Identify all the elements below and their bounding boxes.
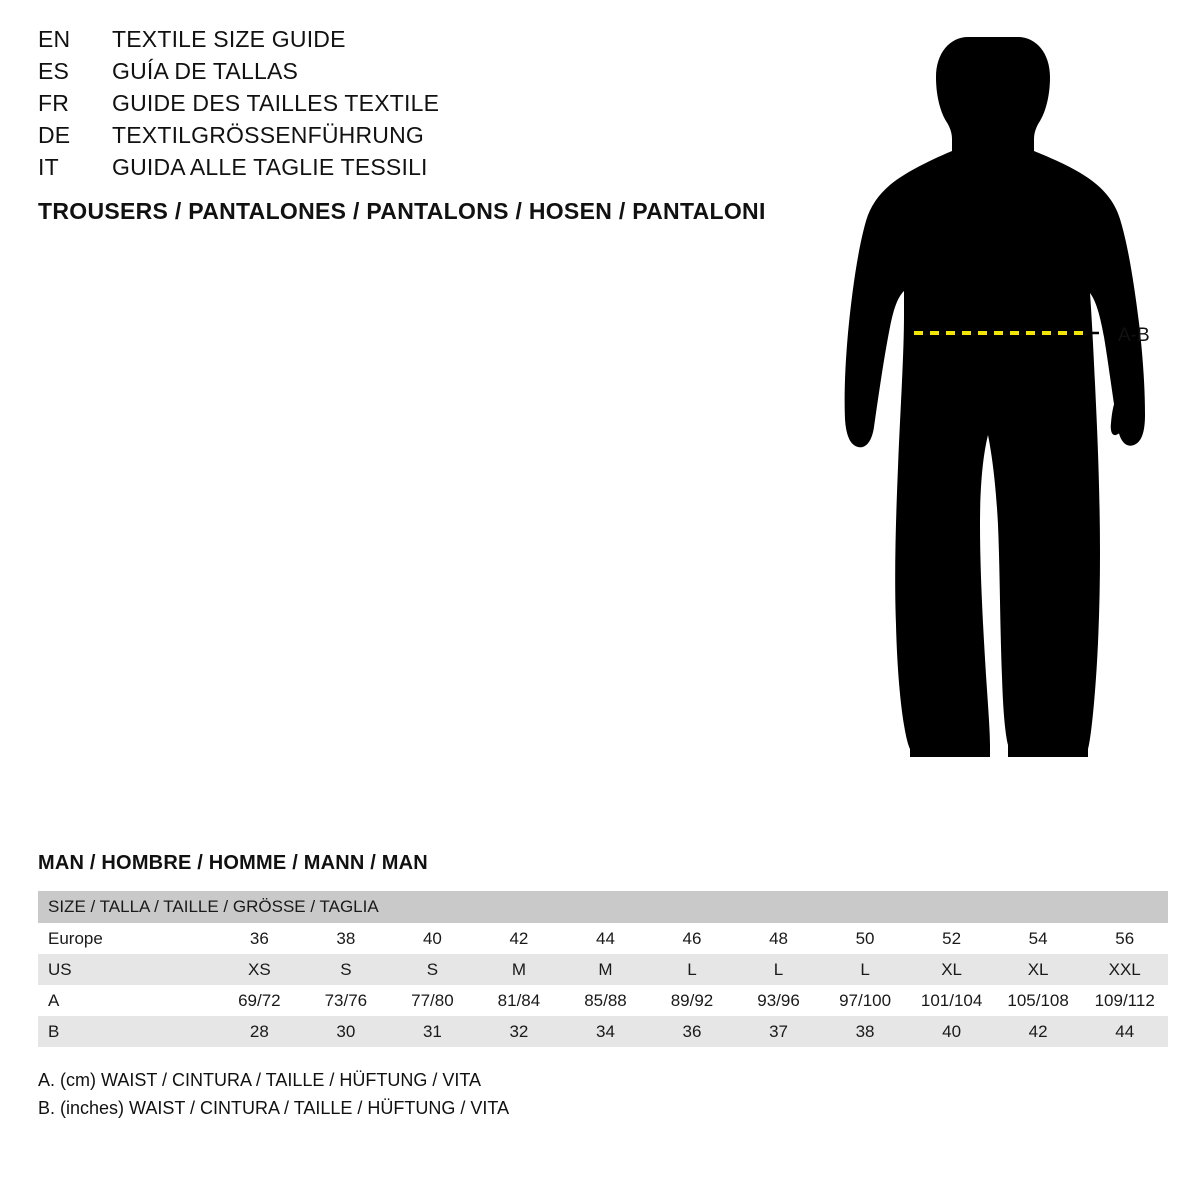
- cell: 50: [822, 923, 909, 954]
- language-title-it: GUIDA ALLE TAGLIE TESSILI: [112, 154, 428, 180]
- row-label-us: US: [38, 954, 216, 985]
- row-label-a: A: [38, 985, 216, 1016]
- cell: 44: [562, 923, 649, 954]
- cell: XL: [995, 954, 1082, 985]
- cell: L: [822, 954, 909, 985]
- language-row-fr: [38, 90, 798, 122]
- cell: 105/108: [995, 985, 1082, 1016]
- cell: 69/72: [216, 985, 303, 1016]
- cell: 52: [908, 923, 995, 954]
- language-row-en: [38, 26, 798, 58]
- cell: 109/112: [1081, 985, 1168, 1016]
- language-code-fr: FR: [38, 90, 70, 116]
- garment-type-line: TROUSERS / PANTALONES / PANTALONS / HOSEN / PANTALONI: [38, 198, 766, 224]
- language-title-es: GUÍA DE TALLAS: [112, 58, 299, 84]
- language-row-es: [38, 58, 798, 90]
- footnote-a: A. (cm) WAIST / CINTURA / TAILLE / HÜFTUNG / VITA: [38, 1070, 482, 1090]
- cell: 73/76: [303, 985, 390, 1016]
- cell: XS: [216, 954, 303, 985]
- row-label-b: B: [38, 1016, 216, 1047]
- language-title-de: TEXTILGRÖSSENFÜHRUNG: [112, 122, 424, 148]
- cell: 93/96: [735, 985, 822, 1016]
- table-header-row: [38, 891, 1168, 923]
- language-row-de: [38, 122, 798, 154]
- cell: S: [389, 954, 476, 985]
- cell: 40: [389, 923, 476, 954]
- language-title-en: TEXTILE SIZE GUIDE: [112, 26, 346, 52]
- cell: 81/84: [476, 985, 563, 1016]
- cell: 85/88: [562, 985, 649, 1016]
- cell: 42: [995, 1016, 1082, 1047]
- cell: 36: [649, 1016, 736, 1047]
- language-code-en: EN: [38, 26, 71, 52]
- cell: 36: [216, 923, 303, 954]
- table-row: [38, 954, 1168, 985]
- cell: M: [476, 954, 563, 985]
- cell: 77/80: [389, 985, 476, 1016]
- cell: XXL: [1081, 954, 1168, 985]
- cell: 28: [216, 1016, 303, 1047]
- cell: 56: [1081, 923, 1168, 954]
- language-code-es: ES: [38, 58, 70, 84]
- cell: 38: [303, 923, 390, 954]
- footnotes: [38, 1067, 1168, 1123]
- silhouette-icon: [845, 37, 1145, 757]
- table-row: [38, 923, 1168, 954]
- cell: 37: [735, 1016, 822, 1047]
- cell: 32: [476, 1016, 563, 1047]
- model-figure: [800, 15, 1200, 805]
- language-code-it: IT: [38, 154, 59, 180]
- cell: L: [649, 954, 736, 985]
- table-row: [38, 985, 1168, 1016]
- cell: 31: [389, 1016, 476, 1047]
- language-code-de: DE: [38, 122, 71, 148]
- size-table: [38, 891, 1168, 1047]
- cell: 38: [822, 1016, 909, 1047]
- cell: 54: [995, 923, 1082, 954]
- table-row: [38, 1016, 1168, 1047]
- cell: 48: [735, 923, 822, 954]
- language-title-fr: GUIDE DES TAILLES TEXTILE: [112, 90, 440, 116]
- size-guide-header: [38, 26, 798, 225]
- cell: 40: [908, 1016, 995, 1047]
- cell: 97/100: [822, 985, 909, 1016]
- language-row-it: [38, 154, 798, 186]
- footnote-b: B. (inches) WAIST / CINTURA / TAILLE / HÜFTUNG / VITA: [38, 1097, 510, 1118]
- cell: 46: [649, 923, 736, 954]
- cell: 30: [303, 1016, 390, 1047]
- waist-measure-label: A-B: [1118, 325, 1150, 346]
- size-table-section: [38, 852, 1168, 1123]
- cell: M: [562, 954, 649, 985]
- row-label-europe: Europe: [38, 923, 216, 954]
- gender-label: MAN / HOMBRE / HOMME / MANN / MAN: [38, 852, 428, 874]
- cell: XL: [908, 954, 995, 985]
- cell: S: [303, 954, 390, 985]
- cell: 101/104: [908, 985, 995, 1016]
- cell: 44: [1081, 1016, 1168, 1047]
- cell: 42: [476, 923, 563, 954]
- cell: 89/92: [649, 985, 736, 1016]
- table-header-label: SIZE / TALLA / TAILLE / GRÖSSE / TAGLIA: [38, 891, 1168, 923]
- cell: 34: [562, 1016, 649, 1047]
- cell: L: [735, 954, 822, 985]
